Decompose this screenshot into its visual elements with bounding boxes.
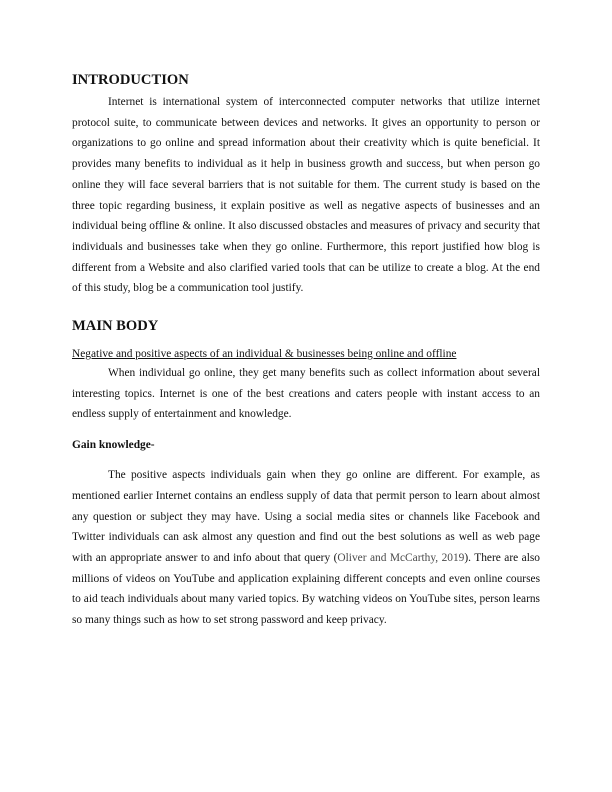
section-subheading: Negative and positive aspects of an individual & businesses being online and offline — [72, 348, 457, 361]
introduction-heading: INTRODUCTION — [72, 72, 189, 88]
gain-knowledge-text-2: ). There are also millions of videos on YouTube and application explaining different concepts and even online courses to aid teach individuals about many varied topics. By watching videos on YouTube sites, person learns so many things such as how to set strong password and keep privacy. — [72, 551, 540, 627]
document-content — [72, 71, 540, 631]
introduction-paragraph: Internet is international system of interconnected computer networks that utilize internet protocol suite, to communicate between devices and networks. It gives an opportunity to person or organizations to go online and spread information about their creativity which is quite beneficial. It provides many benefits to individual as it help in business growth and success, but when person go online they will face several barriers that is not suitable for them. The current study is based on the three topic regarding business, it explain positive as well as negative aspects of businesses and an individual being offline & online. It also discussed obstacles and measures of privacy and security that individuals and businesses take when they go online. Furthermore, this report justified how blog is different from a Website and also clarified varied tools that can be utilize to create a blog. At the end of this study, blog be a communication tool justify. — [72, 96, 540, 295]
gain-knowledge-text-1: The positive aspects individuals gain when they go online are different. For example, as mentioned earlier Internet contains an endless supply of data that permit person to learn about almost any question or subject they may have. Using a social media sites or channels like Facebook and Twitter individuals can ask almost any question and find out the best solutions as well as web page with an appropriate answer to and info about that query ( — [72, 469, 540, 564]
gain-knowledge-heading: Gain knowledge- — [72, 439, 155, 452]
main-body-paragraph: When individual go online, they get many benefits such as collect information about several interesting topics. Internet is one of the best creations and caters people with instant access to an endless supply of entertainment and knowledge. — [72, 367, 540, 421]
gain-knowledge-paragraph — [72, 465, 540, 631]
main-body-heading: MAIN BODY — [72, 318, 159, 335]
citation: Oliver and McCarthy, 2019 — [337, 551, 465, 564]
